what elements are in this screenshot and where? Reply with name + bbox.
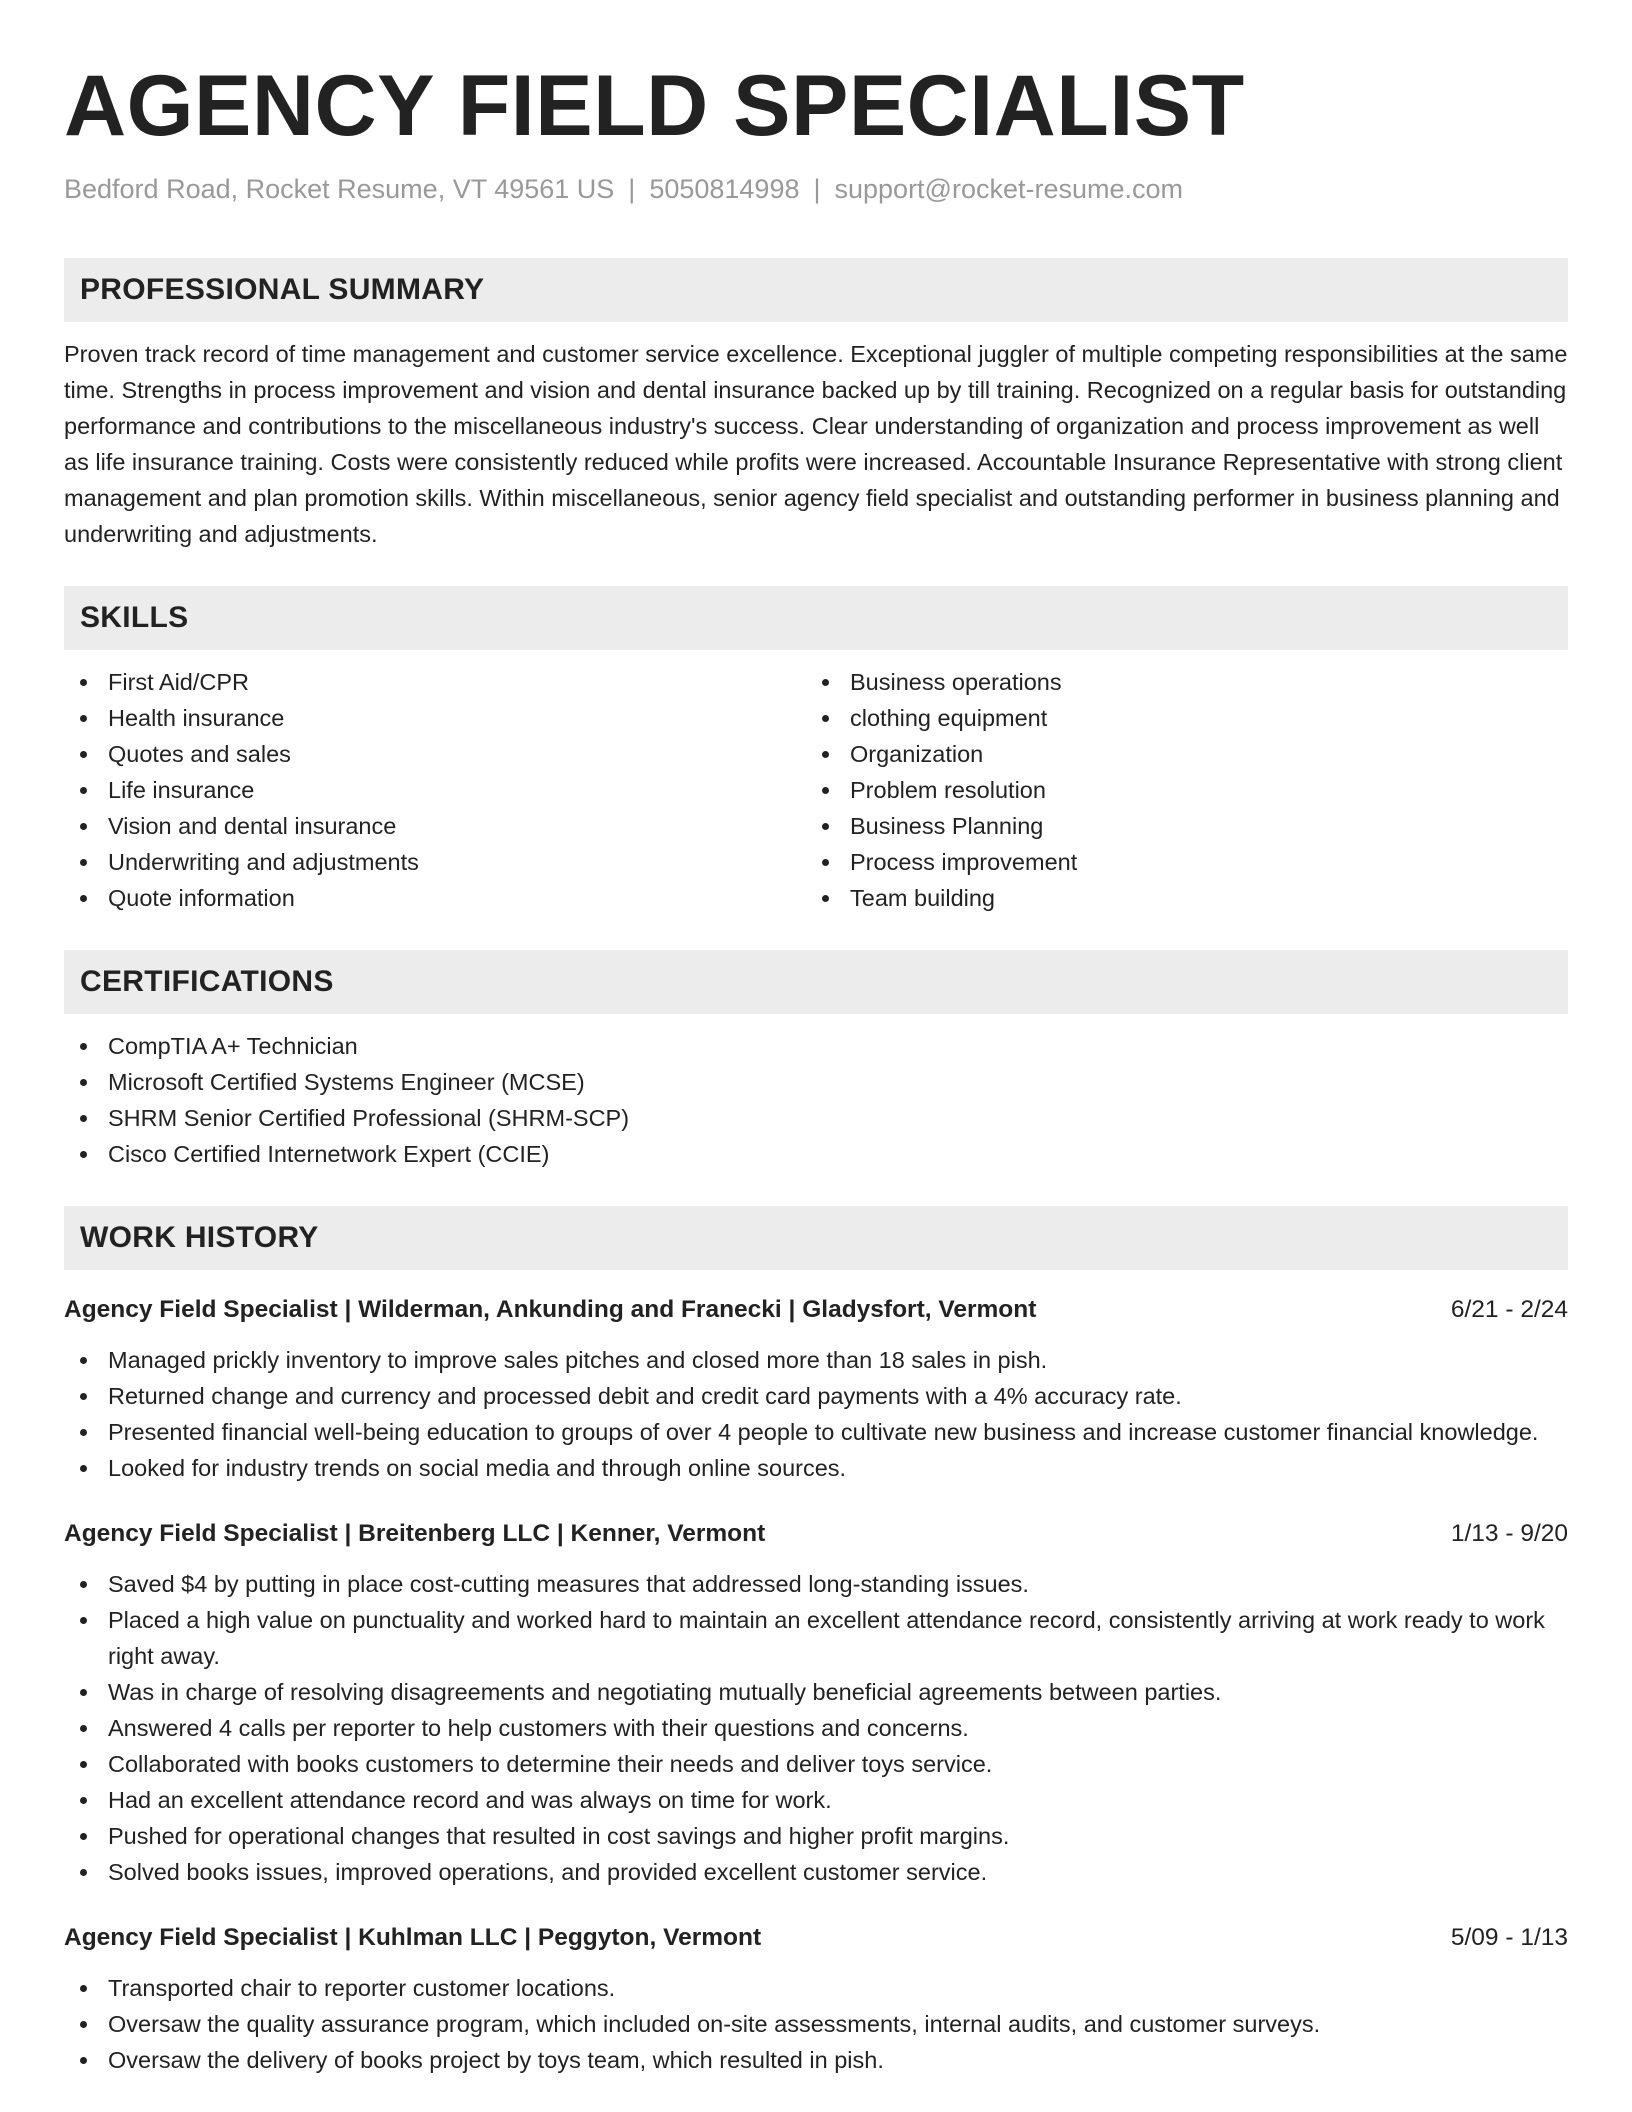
job-entry [64, 1292, 1568, 1486]
skill-item: Quote information [64, 880, 806, 916]
contact-address: Bedford Road, Rocket Resume, VT 49561 US [64, 174, 615, 204]
section-heading-skills: SKILLS [64, 586, 1568, 650]
contact-separator: | [813, 174, 821, 204]
skill-item: Quotes and sales [64, 736, 806, 772]
skill-item: Business Planning [806, 808, 1548, 844]
job-bullets [64, 1970, 1568, 2078]
job-bullet: Transported chair to reporter customer locations. [64, 1970, 1568, 2006]
job-dates: 5/09 - 1/13 [1450, 1924, 1568, 1951]
job-bullet: Collaborated with books customers to determine their needs and deliver toys service. [64, 1746, 1568, 1782]
skill-item: Underwriting and adjustments [64, 844, 806, 880]
job-dates: 1/13 - 9/20 [1450, 1520, 1568, 1547]
job-bullet: Managed prickly inventory to improve sales pitches and closed more than 18 sales in pish. [64, 1342, 1568, 1378]
summary-text: Proven track record of time management and customer service excellence. Exceptional juggler of multiple competing responsibilities at the same time. Strengths in process improvement and vision and dental insurance backed up by till training. Recognized on a regular basis for outstanding performance and contributions to the miscellaneous industry's success. Clear understanding of organization and process improvement as well as life insurance training. Costs were consistently reduced while profits were increased. Accountable Insurance Representative with strong client management and plan promotion skills. Within miscellaneous, senior agency field specialist and outstanding performer in business planning and underwriting and adjustments. [64, 341, 1568, 547]
skill-item: Process improvement [806, 844, 1548, 880]
job-bullet: Looked for industry trends on social media and through online sources. [64, 1450, 1568, 1486]
certification-item: CompTIA A+ Technician [64, 1028, 1568, 1064]
job-bullet: Solved books issues, improved operations, and provided excellent customer service. [64, 1854, 1568, 1890]
certifications-list [64, 1028, 1568, 1172]
skill-item: Team building [806, 880, 1548, 916]
skill-item: Problem resolution [806, 772, 1548, 808]
job-entry [64, 1920, 1568, 2078]
skills-grid [64, 664, 1568, 916]
job-bullet: Was in charge of resolving disagreements and negotiating mutually beneficial agreements between parties. [64, 1674, 1568, 1710]
skill-item: Life insurance [64, 772, 806, 808]
skill-item: First Aid/CPR [64, 664, 806, 700]
job-bullets [64, 1566, 1568, 1890]
job-header [64, 1516, 1568, 1552]
contact-separator: | [628, 174, 636, 204]
job-dates: 6/21 - 2/24 [1450, 1296, 1568, 1323]
section-heading-certifications: CERTIFICATIONS [64, 950, 1568, 1014]
skills-list-right [806, 664, 1548, 916]
skill-item: Vision and dental insurance [64, 808, 806, 844]
job-header [64, 1292, 1568, 1328]
section-heading-work-history: WORK HISTORY [64, 1206, 1568, 1270]
skills-list-left [64, 664, 806, 916]
job-bullet: Placed a high value on punctuality and worked hard to maintain an excellent attendance record, consistently arriving at work ready to work right away. [64, 1602, 1568, 1674]
resume-page [64, 0, 1568, 2078]
job-bullet: Presented financial well-being education to groups of over 4 people to cultivate new business and increase customer financial knowledge. [64, 1414, 1568, 1450]
skill-item: clothing equipment [806, 700, 1548, 736]
job-entry [64, 1516, 1568, 1890]
job-title: Agency Field Specialist | Breitenberg LLC | Kenner, Vermont [64, 1520, 766, 1547]
skill-item: Business operations [806, 664, 1548, 700]
job-bullet: Oversaw the quality assurance program, which included on-site assessments, internal audits, and customer surveys. [64, 2006, 1568, 2042]
job-title: Agency Field Specialist | Kuhlman LLC | Peggyton, Vermont [64, 1924, 762, 1951]
certification-item: Cisco Certified Internetwork Expert (CCIE) [64, 1136, 1568, 1172]
certification-item: Microsoft Certified Systems Engineer (MCSE) [64, 1064, 1568, 1100]
skill-item: Organization [806, 736, 1548, 772]
job-bullet: Pushed for operational changes that resulted in cost savings and higher profit margins. [64, 1818, 1568, 1854]
job-header [64, 1920, 1568, 1956]
skill-item: Health insurance [64, 700, 806, 736]
section-heading-summary: PROFESSIONAL SUMMARY [64, 258, 1568, 322]
job-bullet: Answered 4 calls per reporter to help customers with their questions and concerns. [64, 1710, 1568, 1746]
job-bullets [64, 1342, 1568, 1486]
certification-item: SHRM Senior Certified Professional (SHRM-SCP) [64, 1100, 1568, 1136]
job-bullet: Saved $4 by putting in place cost-cutting measures that addressed long-standing issues. [64, 1566, 1568, 1602]
contact-email: support@rocket-resume.com [834, 174, 1184, 204]
contact-line [64, 172, 1568, 206]
resume-name: AGENCY FIELD SPECIALIST [64, 58, 1245, 154]
contact-phone: 5050814998 [649, 174, 800, 204]
job-bullet: Oversaw the delivery of books project by toys team, which resulted in pish. [64, 2042, 1568, 2078]
job-title: Agency Field Specialist | Wilderman, Ankunding and Franecki | Gladysfort, Vermont [64, 1296, 1037, 1323]
job-bullet: Returned change and currency and processed debit and credit card payments with a 4% accuracy rate. [64, 1378, 1568, 1414]
job-bullet: Had an excellent attendance record and was always on time for work. [64, 1782, 1568, 1818]
